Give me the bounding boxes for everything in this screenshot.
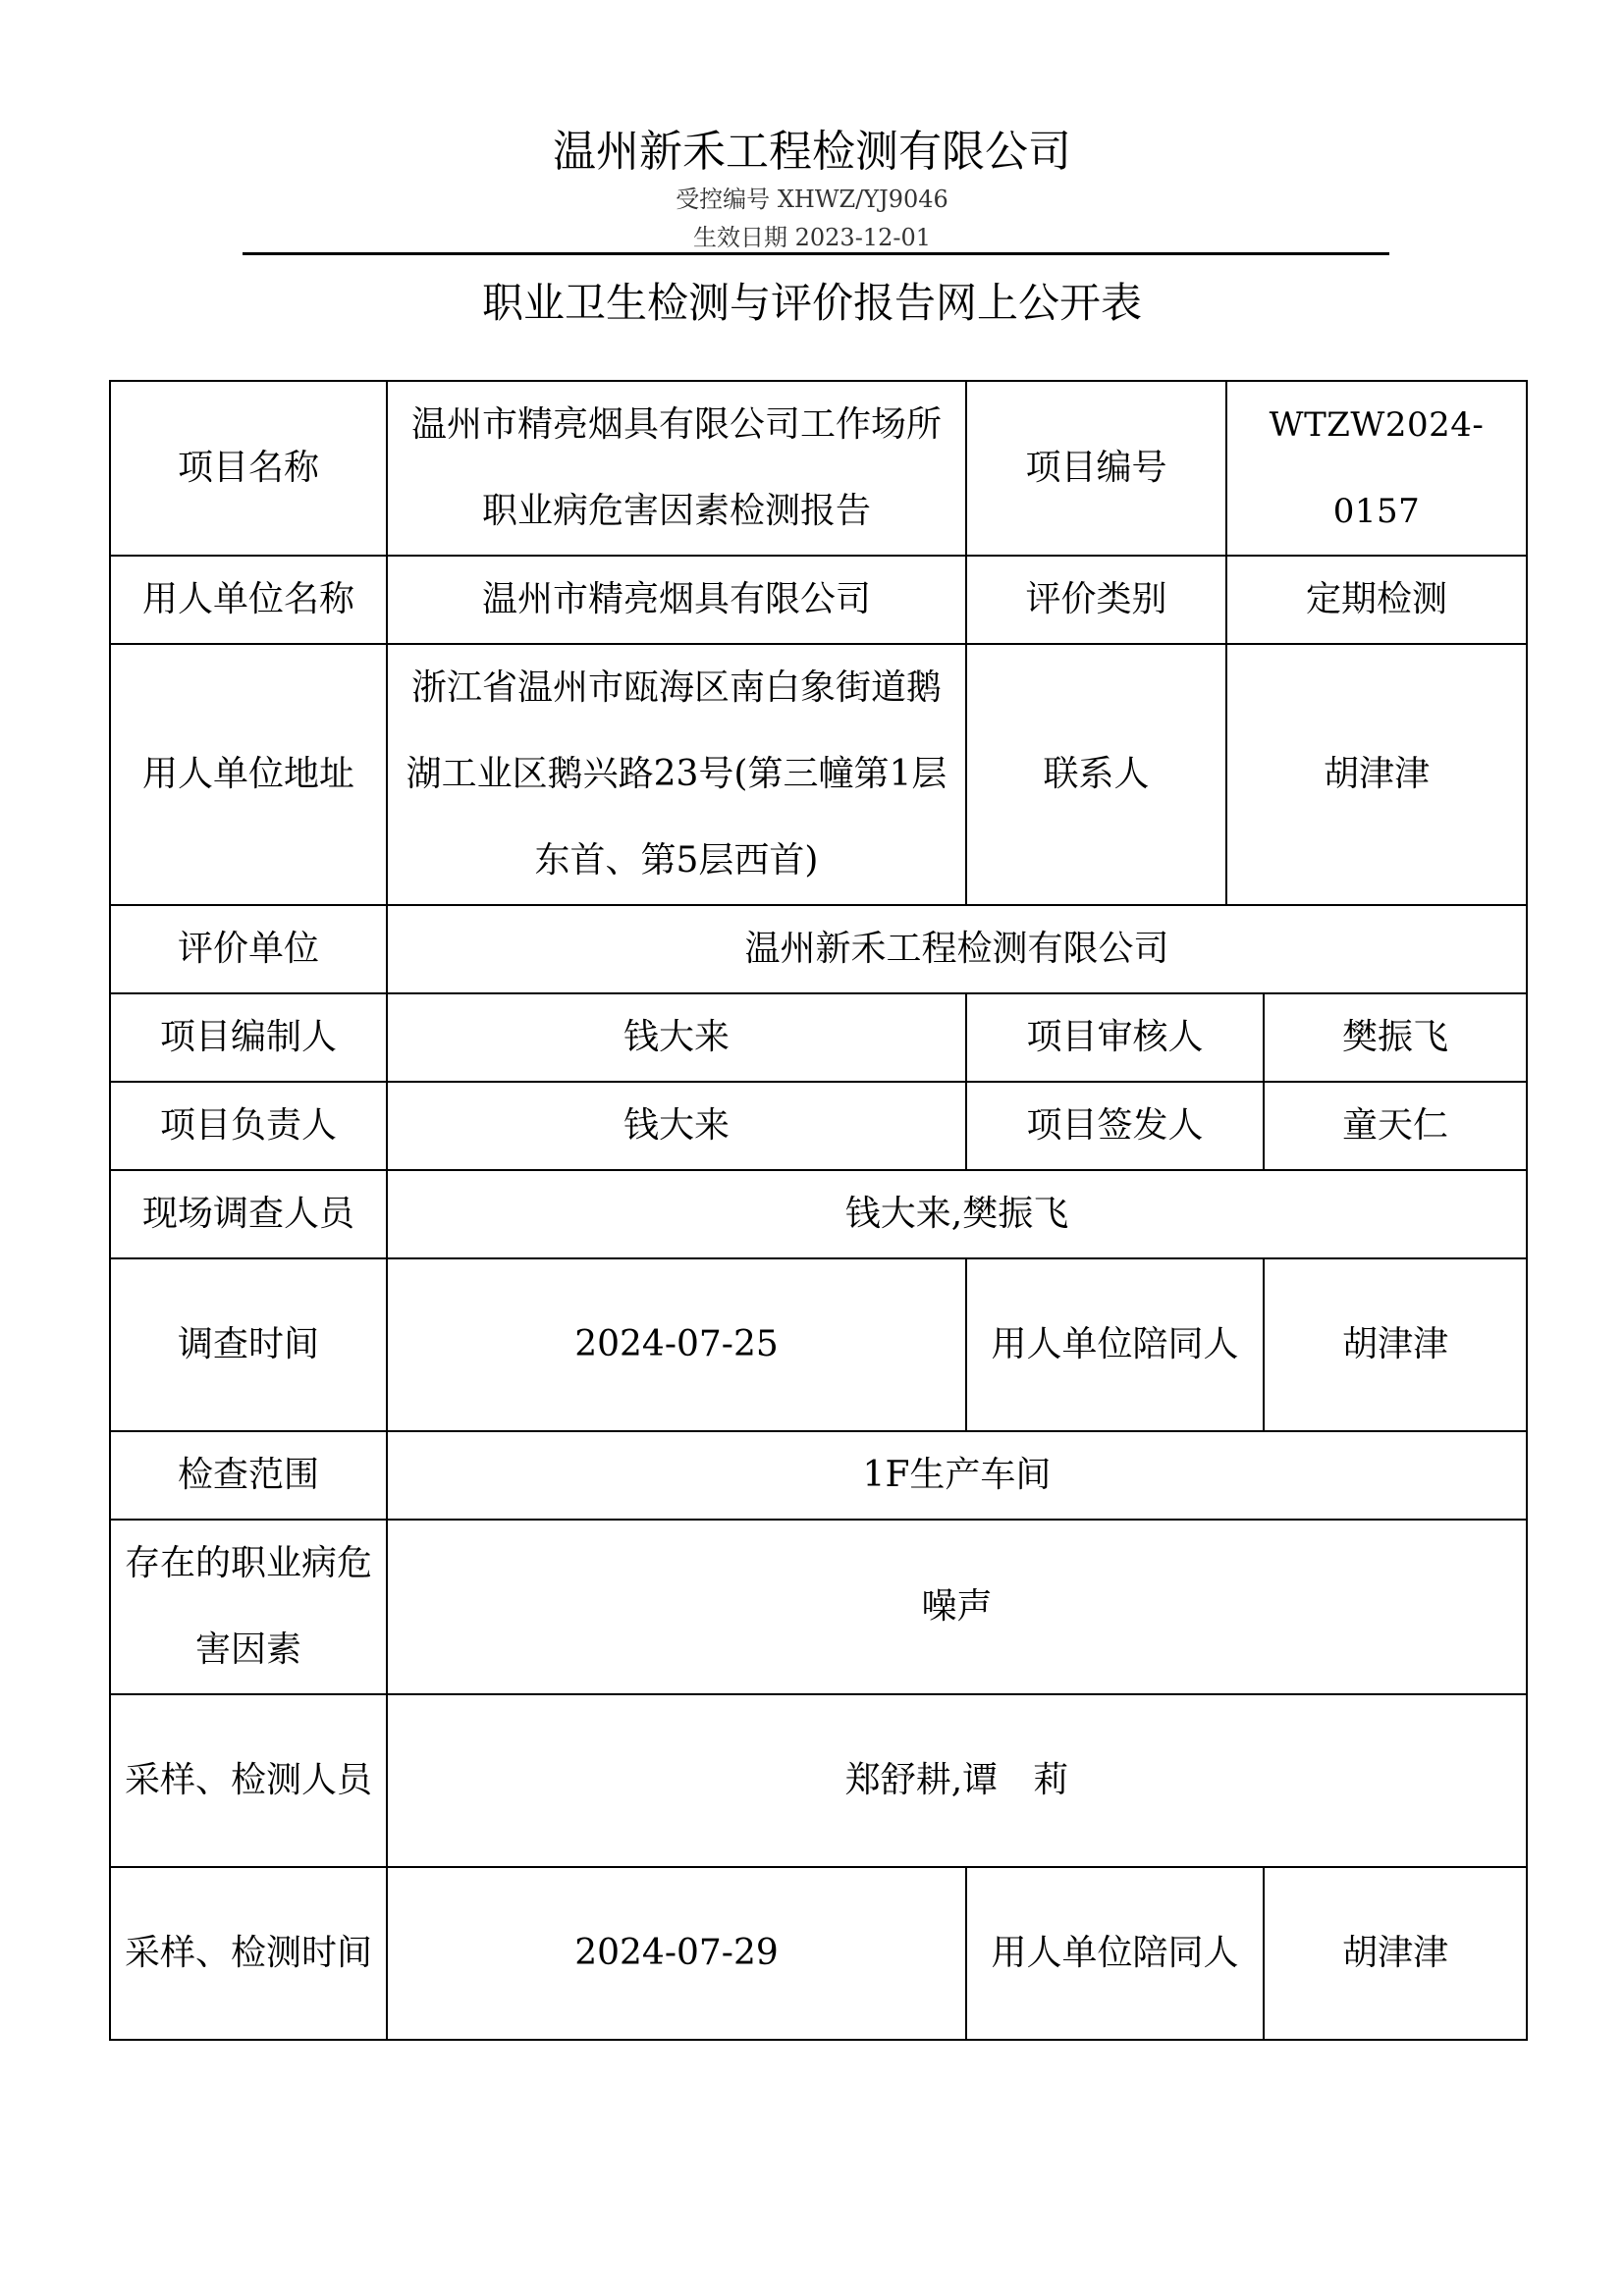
- table-row: [110, 1170, 1527, 1258]
- escort2-label: [966, 1867, 1264, 2040]
- reviewer-label: 项目审核人: [966, 993, 1264, 1082]
- table-row: [110, 1431, 1527, 1520]
- leader-value: 钱大来: [387, 1082, 966, 1170]
- address-text: 浙江省温州市瓯海区南白象街道鹅湖工业区鹅兴路23号(第三幢第1层东首、第5层西首): [406, 667, 947, 881]
- escort-label: [966, 1258, 1264, 1431]
- samplers-label: [110, 1694, 387, 1867]
- company-name: 温州新禾工程检测有限公司: [553, 127, 1071, 177]
- leader-label: 项目负责人: [110, 1082, 387, 1170]
- table-row: [110, 1694, 1527, 1867]
- hazards-label: [110, 1520, 387, 1694]
- address-label: 用人单位地址: [110, 644, 387, 905]
- page-title: 职业卫生检测与评价报告网上公开表: [481, 279, 1142, 327]
- evaluator-value: 温州新禾工程检测有限公司: [387, 905, 1527, 993]
- samplers-value: 郑舒耕,谭 莉: [387, 1694, 1527, 1867]
- employer-value: 温州市精亮烟具有限公司: [387, 556, 966, 644]
- project-no-value: WTZW2024-0157: [1226, 381, 1527, 556]
- survey-time-label: 调查时间: [110, 1258, 387, 1431]
- compiler-value: 钱大来: [387, 993, 966, 1082]
- table-row: [110, 993, 1527, 1082]
- sampling-time-label-text: 采样、检测时间: [125, 1933, 373, 1973]
- project-name-label: 项目名称: [110, 381, 387, 556]
- issuer-label: 项目签发人: [966, 1082, 1264, 1170]
- address-value: [387, 644, 966, 905]
- reviewer-value: 樊振飞: [1264, 993, 1527, 1082]
- contact-label: 联系人: [966, 644, 1226, 905]
- escort-value: 胡津津: [1264, 1258, 1527, 1431]
- surveyors-label: 现场调查人员: [110, 1170, 387, 1258]
- employer-label: 用人单位名称: [110, 556, 387, 644]
- sampling-time-label: [110, 1867, 387, 2040]
- project-no-label: 项目编号: [966, 381, 1226, 556]
- samplers-label-text: 采样、检测人员: [125, 1760, 373, 1800]
- table-row: [110, 1520, 1527, 1694]
- issuer-value: 童天仁: [1264, 1082, 1527, 1170]
- escort-label-text: 用人单位陪同人: [991, 1324, 1239, 1364]
- hazards-label-text: 存在的职业病危害因素: [125, 1543, 373, 1670]
- compiler-label: 项目编制人: [110, 993, 387, 1082]
- project-name-text: 温州市精亮烟具有限公司工作场所职业病危害因素检测报告: [410, 404, 942, 531]
- eval-type-label: 评价类别: [966, 556, 1226, 644]
- table-row: [110, 556, 1527, 644]
- scope-value: 1F生产车间: [387, 1431, 1527, 1520]
- table-row: [110, 905, 1527, 993]
- header-divider: [243, 252, 1389, 255]
- project-name-value: [387, 381, 966, 556]
- escort2-value: 胡津津: [1264, 1867, 1527, 2040]
- table-row: [110, 644, 1527, 905]
- escort2-label-text: 用人单位陪同人: [991, 1933, 1239, 1973]
- contact-value: 胡津津: [1226, 644, 1527, 905]
- hazards-value: 噪声: [387, 1520, 1527, 1694]
- surveyors-value: 钱大来,樊振飞: [387, 1170, 1527, 1258]
- table-row: [110, 1867, 1527, 2040]
- evaluator-label: 评价单位: [110, 905, 387, 993]
- eval-type-value: 定期检测: [1226, 556, 1527, 644]
- table-row: [110, 381, 1527, 556]
- disclosure-table: [109, 380, 1528, 2041]
- table-row: [110, 1258, 1527, 1431]
- table-row: [110, 1082, 1527, 1170]
- scope-label: 检查范围: [110, 1431, 387, 1520]
- control-number: 受控编号 XHWZ/YJ9046: [676, 186, 948, 213]
- survey-time-value: 2024-07-25: [387, 1258, 966, 1431]
- effective-date: 生效日期 2023-12-01: [692, 224, 931, 251]
- sampling-time-value: 2024-07-29: [387, 1867, 966, 2040]
